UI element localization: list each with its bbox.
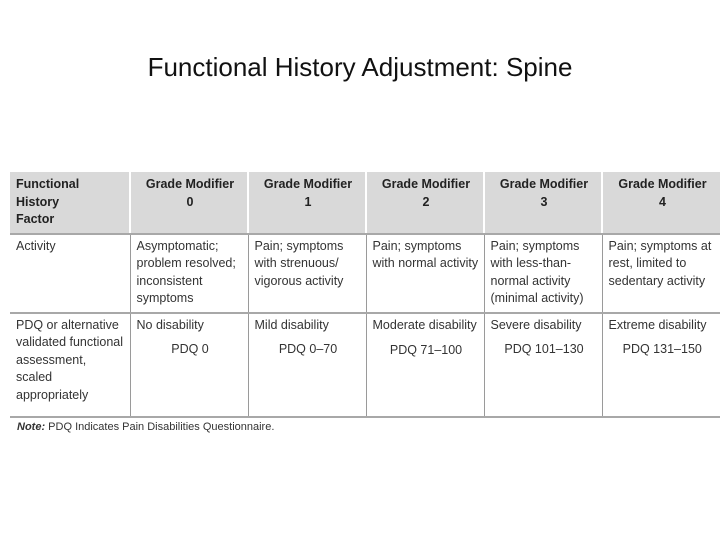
disability-level: Extreme disability: [608, 317, 707, 332]
cell-activity-grade-1: Pain; symptoms with strenuous/ vigorous activity: [248, 234, 366, 313]
header-grade-number: 2: [422, 194, 430, 209]
disability-level: Moderate disability: [372, 317, 477, 332]
footnote-text: PDQ Indicates Pain Disabilities Questionnaire.: [48, 420, 275, 433]
cell-pdq-grade-1: [248, 313, 366, 417]
header-grade-modifier-3: [484, 172, 602, 234]
header-label: Grade Modifier: [145, 177, 235, 191]
cell-pdq-grade-4: [602, 313, 720, 417]
table-row-activity: [10, 234, 720, 313]
header-grade-modifier-2: [366, 172, 484, 234]
header-grade-modifier-0: [130, 172, 248, 234]
cell-activity-grade-3: Pain; symptoms with less-than-normal activity (minimal activity): [484, 234, 602, 313]
cell-pdq-grade-2: [366, 313, 484, 417]
cell-pdq-grade-3: [484, 313, 602, 417]
header-sublabel: Factor: [16, 212, 55, 226]
header-grade-number: 3: [540, 194, 548, 209]
pdq-score-range: PDQ 0: [171, 342, 209, 356]
header-grade-number: 1: [304, 194, 312, 209]
cell-activity-grade-4: Pain; symptoms at rest, limited to sedentary activity: [602, 234, 720, 313]
header-functional-history-factor: [10, 172, 130, 234]
header-label: Functional History: [16, 177, 80, 209]
header-grade-number: 0: [186, 194, 194, 209]
header-grade-number: 4: [659, 194, 666, 209]
header-label: Grade Modifier: [263, 177, 353, 191]
cell-pdq-factor: PDQ or alternative validated functional assessment, scaled appropriately: [10, 313, 130, 417]
cell-activity-grade-0: Asymptomatic; problem resolved; inconsistent symptoms: [130, 234, 248, 313]
header-grade-modifier-1: [248, 172, 366, 234]
pdq-score-range: PDQ 101–130: [504, 342, 584, 356]
cell-pdq-grade-0: [130, 313, 248, 417]
pdq-score-range: PDQ 0–70: [278, 342, 338, 356]
disability-level: Mild disability: [254, 317, 329, 332]
cell-activity-factor: Activity: [10, 234, 130, 313]
pdq-score-range: PDQ 131–150: [622, 342, 702, 356]
header-label: Grade Modifier: [618, 177, 707, 191]
disability-level: Severe disability: [490, 317, 582, 332]
header-label: Grade Modifier: [499, 177, 589, 191]
table-row-pdq: [10, 313, 720, 417]
header-grade-modifier-4: [602, 172, 720, 234]
functional-history-table: [10, 172, 720, 418]
header-label: Grade Modifier: [381, 177, 471, 191]
slide-title: Functional History Adjustment: Spine: [147, 52, 573, 82]
table-footnote: [10, 421, 720, 433]
cell-activity-grade-2: Pain; symptoms with normal activity: [366, 234, 484, 313]
disability-level: No disability: [136, 317, 204, 332]
table-header-row: [10, 172, 720, 234]
pdq-score-range: PDQ 71–100: [389, 343, 463, 357]
footnote-label: Note:: [17, 420, 46, 433]
functional-history-table-container: [10, 172, 720, 433]
